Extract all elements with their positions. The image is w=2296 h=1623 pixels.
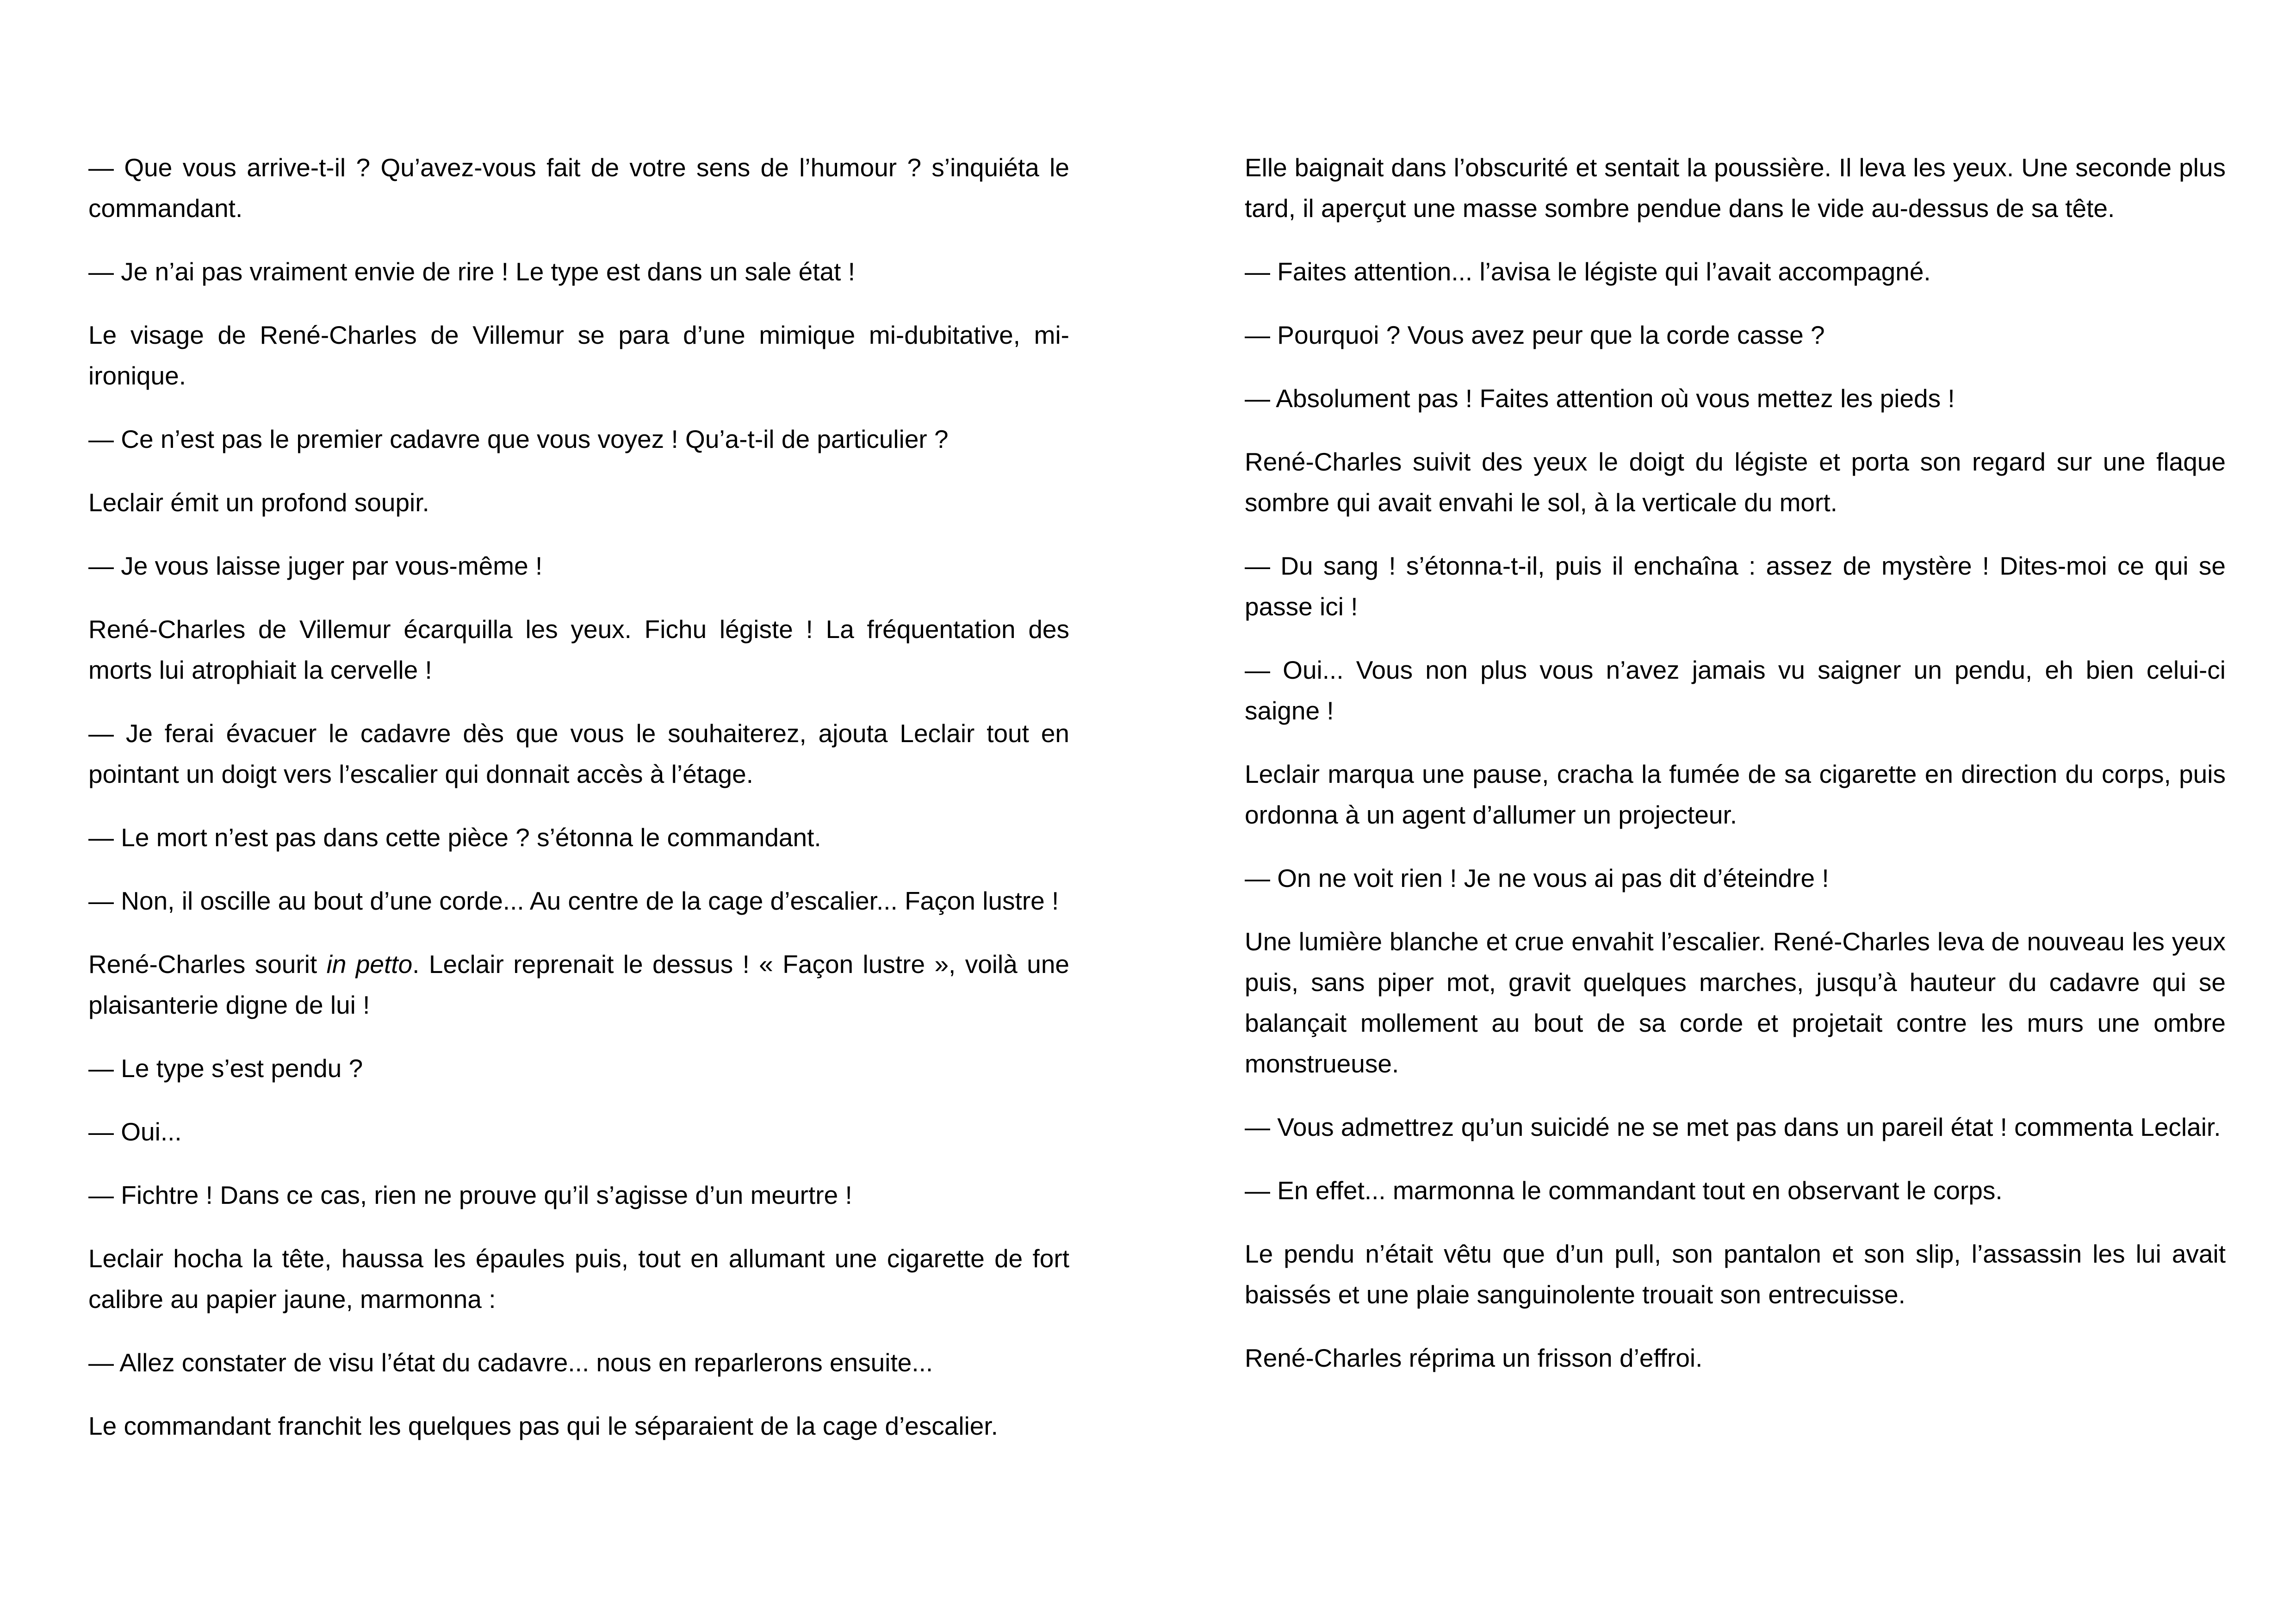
paragraph: — En effet... marmonna le commandant tout en observant le corps. (1245, 1176, 2003, 1205)
paragraph: — Le type s’est pendu ? (88, 1054, 363, 1083)
paragraph: Leclair marqua une pause, cracha la fumée de sa cigarette en direction du corps, puis ordonna à un agent d’allumer un projecteur. (1245, 760, 2226, 829)
paragraph: Elle baignait dans l’obscurité et sentait la poussière. Il leva les yeux. Une seconde plus tard, il aperçut une masse sombre pendue dans le vide au-dessus de sa tête. (1245, 153, 2226, 223)
paragraph: — Fichtre ! Dans ce cas, rien ne prouve qu’il s’agisse d’un meurtre ! (88, 1181, 852, 1209)
paragraph: René-Charles réprima un frisson d’effroi. (1245, 1344, 1703, 1372)
paragraph: — Oui... Vous non plus vous n’avez jamais vu saigner un pendu, eh bien celui-ci saigne ! (1245, 656, 2226, 725)
paragraph: Le pendu n’était vêtu que d’un pull, son pantalon et son slip, l’assassin les lui avait baissés et une plaie sanguinolente trouait son entrecuisse. (1245, 1239, 2226, 1309)
italic-phrase: in petto (326, 950, 413, 979)
paragraph: — Ce n’est pas le premier cadavre que vous voyez ! Qu’a-t-il de particulier ? (88, 425, 949, 453)
paragraph: — Je vous laisse juger par vous-même ! (88, 551, 543, 580)
paragraph: — Pourquoi ? Vous avez peur que la corde casse ? (1245, 321, 1825, 349)
paragraph: — Faites attention... l’avisa le légiste qui l’avait accompagné. (1245, 257, 1931, 286)
paragraph: — Absolument pas ! Faites attention où vous mettez les pieds ! (1245, 384, 1955, 413)
paragraph: Le commandant franchit les quelques pas qui le séparaient de la cage d’escalier. (88, 1412, 998, 1440)
paragraph: Une lumière blanche et crue envahit l’escalier. René-Charles leva de nouveau les yeux puis, sans piper mot, gravit quelques marches, jusqu’à hauteur du cadavre qui se balançait mollement au bout de sa corde et projetait contre les murs une ombre monstrueuse. (1245, 927, 2226, 1078)
paragraph: — Non, il oscille au bout d’une corde... Au centre de la cage d’escalier... Façon lustre ! (88, 886, 1059, 915)
paragraph: — Allez constater de visu l’état du cadavre... nous en reparlerons ensuite... (88, 1348, 933, 1377)
paragraph: — Le mort n’est pas dans cette pièce ? s’étonna le commandant. (88, 823, 821, 852)
right-column (1245, 147, 2226, 1401)
paragraph: René-Charles de Villemur écarquilla les yeux. Fichu légiste ! La fréquentation des morts lui atrophiait la cervelle ! (88, 615, 1069, 684)
paragraph: Leclair hocha la tête, haussa les épaules puis, tout en allumant une cigarette de fort calibre au papier jaune, marmonna : (88, 1244, 1069, 1313)
paragraph: — Que vous arrive-t-il ? Qu’avez-vous fait de votre sens de l’humour ? s’inquiéta le commandant. (88, 153, 1069, 223)
paragraph-text: René-Charles sourit (88, 950, 327, 979)
paragraph: — On ne voit rien ! Je ne vous ai pas dit d’éteindre ! (1245, 864, 1829, 892)
paragraph: René-Charles suivit des yeux le doigt du légiste et porta son regard sur une flaque sombre qui avait envahi le sol, à la verticale du mort. (1245, 447, 2226, 517)
paragraph: — Vous admettrez qu’un suicidé ne se met pas dans un pareil état ! commenta Leclair. (1245, 1113, 2221, 1141)
paragraph: — Je ferai évacuer le cadavre dès que vous le souhaiterez, ajouta Leclair tout en pointant un doigt vers l’escalier qui donnait accès à l’étage. (88, 719, 1069, 788)
paragraph: — Du sang ! s’étonna-t-il, puis il enchaîna : assez de mystère ! Dites-moi ce qui se passe ici ! (1245, 551, 2226, 621)
paragraph: — Oui... (88, 1117, 182, 1146)
paragraph: — Je n’ai pas vraiment envie de rire ! Le type est dans un sale état ! (88, 257, 856, 286)
paragraph-text: . Leclair reprenait le dessus ! « Façon lustre », voilà une plaisanterie digne de lui ! (88, 950, 1070, 1019)
left-column (88, 147, 1069, 1469)
paragraph: Le visage de René-Charles de Villemur se para d’une mimique mi-dubitative, mi-ironique. (88, 321, 1069, 390)
paragraph: Leclair émit un profond soupir. (88, 488, 429, 517)
paragraph-in-petto (88, 944, 1069, 1025)
